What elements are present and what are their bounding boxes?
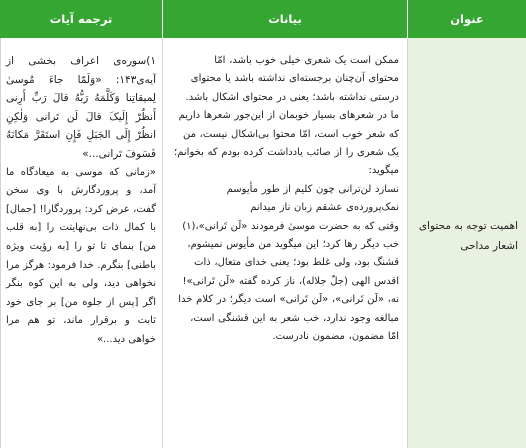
statement-line: درستی نداشته باشد؛ یعنی در محتوای اشکال باشد.: [185, 91, 399, 103]
header-topic: عنوان: [407, 0, 526, 38]
statement-line: خب دیگر رها کرد؛ این میگوید من مأیوس نمیشوم،: [187, 239, 399, 251]
header-statements: بیانات: [162, 0, 407, 38]
statement-line: مبالغه وجود ندارد، خب شعر به این قشنگی است،: [190, 312, 399, 324]
verse-translation-cell: [0, 38, 162, 448]
statement-line: میگوید:: [368, 165, 399, 177]
statement-line: یک شعری را از صائب یادداشت کرده بودم که بخوانم؛: [174, 147, 399, 159]
statements-cell: [162, 38, 407, 448]
poem-line: نمک‌پرورده‌ی عشقم زبان ناز میدانم: [250, 202, 399, 214]
header-verse-translation: ترجمه آیات: [0, 0, 162, 38]
statement-line: ما در شعرهای بسیار خوبمان از این‌جور شعرها داریم: [178, 110, 399, 122]
statements-text: [170, 52, 399, 347]
verse-translation-text: [6, 52, 156, 350]
statement-line: نه، «لَن تَرانی»، «لَن تَرانی» است دیگر؛ در کلام خدا: [178, 294, 399, 306]
verse-quote: ۱)سوره‌ی اعراف بخشی از آیه‌ی۱۴۳: «وَلَمّا جاءَ مُوسیٰ لِمیقاتِنا وَکَلَّمَهُ رَبُّهُ قالَ رَبِّ أَرِنی أَنظُرْ إِلَیکَ قالَ لَن تَرانی وَلٰکِنِ انظُرْ إِلَی الجَبَلِ فَإِنِ استَقَرَّ مَکانَهُ فَسَوفَ تَرانی...»: [6, 55, 156, 160]
poem-line: نسازد لن‌ترانی چون کلیم از طور مأیوسم: [226, 183, 399, 195]
topic-text: اهمیت توجه به محتوای اشعار مداحی: [418, 220, 518, 252]
statement-line: محتوای آن‌چنان برجسته‌ای نداشته باشد یا محتوای: [190, 73, 399, 85]
topic-cell: [407, 38, 526, 448]
statement-line: که شعر خوب است، امّا محتوا بی‌اشکال نیست، من: [182, 128, 399, 140]
statement-line: امّا مضمون، مضمون نادرست.: [272, 331, 399, 343]
statement-line: ممکن است یک شعری خیلی خوب باشد، امّا: [214, 55, 399, 66]
statement-line: اقدس الهی (جلّ جلاله)، ناز کرده گفته «لَن تَرانی»!: [182, 275, 399, 287]
verse-translation: «زمانی که موسی به میعادگاه ما آمد، و پروردگارش با وی سخن گفت، عرض کرد: پروردگارا! [جمال] با کمال ذات بی‌نهایتت را [به قلب من] بنمای تا تو را [به رؤیت ویژه باطنی] بنگرم. خدا فرمود: هرگز مرا نخواهی دید، ولی به این کوه بنگر اگر [پس از جلوه من] بر جای خود ثابت و برقرار ماند، تو هم مرا خواهی دید...»: [6, 166, 156, 345]
statement-line: قشنگ بود، ولی غلط بود؛ یعنی خدای متعال، ذات: [194, 257, 399, 269]
statement-line: وقتی که به حضرت موسیٰ فرمودند «لَن تَرانی»،(۱): [182, 220, 399, 232]
